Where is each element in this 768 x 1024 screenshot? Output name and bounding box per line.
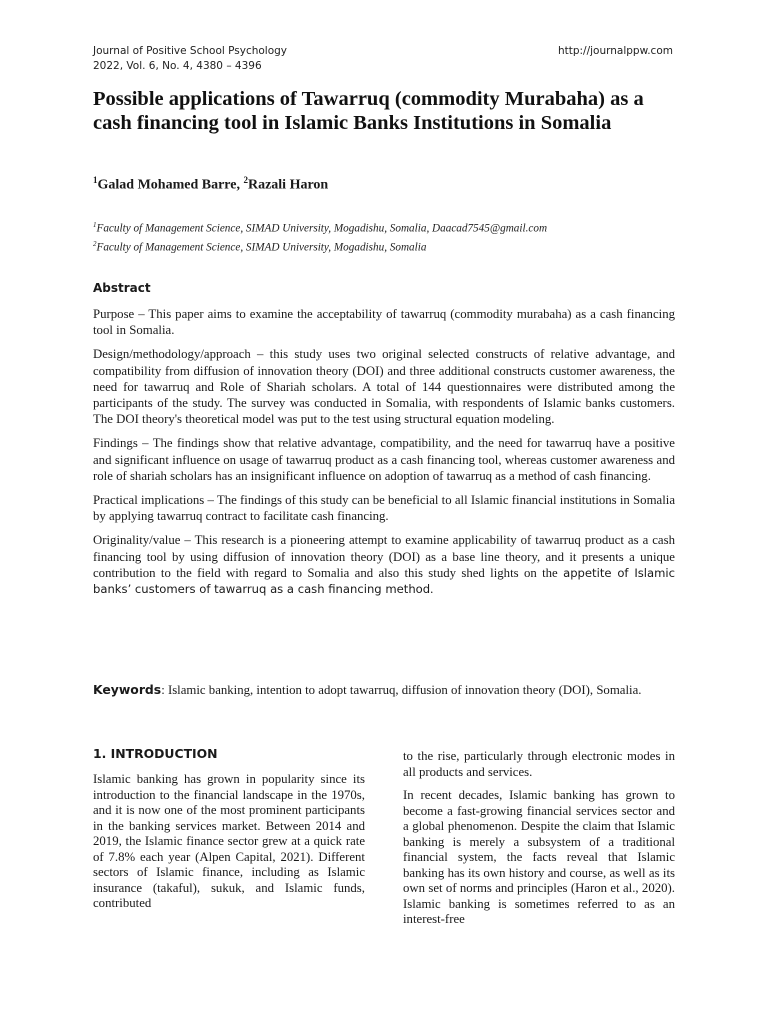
journal-citation: 2022, Vol. 6, No. 4, 4380 – 4396 [93,60,262,72]
abstract-practical: Practical implications – The findings of this study can be beneficial to all Islamic financial institutions in Somalia by applying tawarruq contract to facilitate cash financing. [93,493,675,524]
intro-column-right [403,749,675,936]
author-1-number: 1 [93,175,98,185]
author-2-number: 2 [243,175,248,185]
intro-paragraph-2: In recent decades, Islamic banking has grown to become a fast-growing financial services sector and a global phenomenon. Despite the claim that Islamic banking is merely a subsystem of a traditional financial system, the facts reveal that Islamic banking has its own history and course, as well as its own set of norms and principles (Haron et al., 2020). Islamic banking is sometimes referred to as an interest-free [403,788,675,926]
affiliation-2-text: Faculty of Management Science, SIMAD University, Mogadishu, Somalia [96,241,427,254]
affiliation-2 [93,237,547,256]
journal-url[interactable]: http://journalppw.com [557,45,673,57]
journal-name: Journal of Positive School Psychology [93,45,288,57]
affiliation-1-text: Faculty of Management Science, SIMAD University, Mogadishu, Somalia, Daacad7545@gmail.com [96,222,548,235]
intro-paragraph-1-continued: to the rise, particularly through electronic modes in all products and services. [403,749,675,779]
abstract-heading: Abstract [93,281,151,295]
abstract-findings: Findings – The findings show that relative advantage, compatibility, and the need for tawarruq have a positive and significant influence on usage of tawarruq product as a cash financing tool, whereas customer awareness and role of shariah scholars has an insignificant influence on adoption of tawarruq as a method of cash financing. [93,436,675,483]
abstract-originality-text: Originality/value – This research is a pioneering attempt to examine applicability of tawarruq product as a cash financing tool by using diffusion of innovation theory (DOI) as a base line theory, and it presents a unique contribution to the field with regard to Somalia and also this study shed lights on the [93,533,675,580]
affiliation-1-number: 1 [93,221,97,229]
intro-column-left [93,746,365,920]
author-1-name: Galad Mohamed Barre, [97,177,244,193]
abstract-design: Design/methodology/approach – this study uses two original selected constructs of relative advantage, and compatibility from diffusion of innovation theory (DOI) and three additional constructs customer awareness, the need for tawarruq and Role of Shariah scholars. A total of 144 questionnaires were distributed among the participants of the study. The survey was conducted in Somalia, with respondents of Islamic banks customers. The DOI theory's theoretical model was put to the test using structural equation modeling. [93,347,675,427]
abstract-originality-end: . [430,582,434,597]
abstract-originality-tail: appetite of Islamic banks’ customers of tawarruq as a cash financing method [93,565,676,597]
author-list [93,171,328,195]
author-2-name: Razali Haron [247,177,329,193]
affiliation-1 [93,218,547,237]
running-header-left [93,44,287,74]
paper-title: Possible applications of Tawarruq (commodity Murabaha) as a cash financing tool in Islamic Banks Institutions in Somalia [93,88,644,134]
section-heading-introduction: 1. INTRODUCTION [93,746,218,761]
intro-paragraph-1: Islamic banking has grown in popularity since its introduction to the financial landscape in the 1970s, and it is now one of the most prominent participants in the banking services market. Between 2014 and 2019, the Islamic finance sector grew at a quick rate of 7.8% each year (Alpen Capital, 2021). Different sectors of Islamic finance, including as Islamic insurance (takaful), sukuk, and Islamic funds, contributed [93,772,365,910]
affiliation-2-number: 2 [93,239,97,248]
abstract-body [93,306,675,605]
keywords [93,682,675,698]
abstract-originality [93,532,675,597]
affiliations [93,218,547,255]
keywords-label: Keywords [93,682,162,697]
keywords-text: : Islamic banking, intention to adopt tawarruq, diffusion of innovation theory (DOI), Somalia. [161,683,642,697]
abstract-purpose: Purpose – This paper aims to examine the acceptability of tawarruq (commodity murabaha) as a cash financing tool in Somalia. [93,307,675,338]
